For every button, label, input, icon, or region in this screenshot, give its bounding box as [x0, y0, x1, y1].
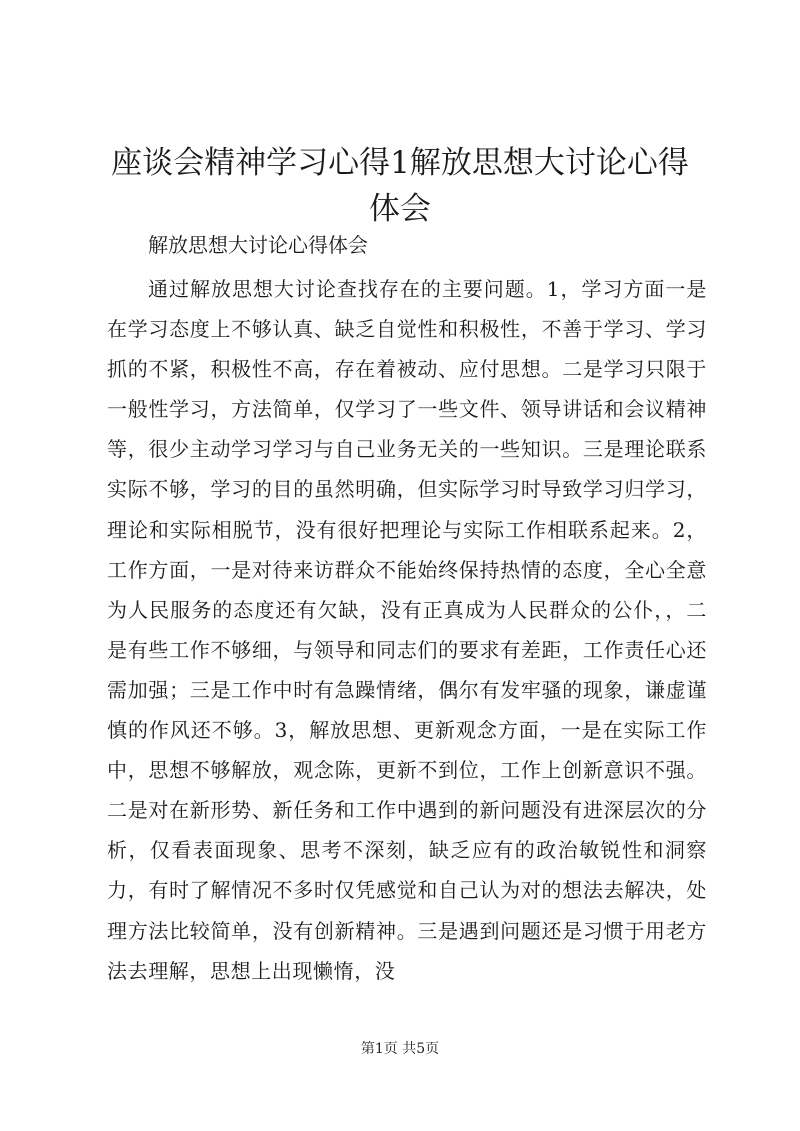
document-title: 座谈会精神学习心得1解放思想大讨论心得体会: [111, 145, 689, 227]
document-subtitle: 解放思想大讨论心得体会: [148, 233, 368, 257]
document-body: 通过解放思想大讨论查找存在的主要问题。1，学习方面一是在学习态度上不够认真、缺乏自觉性和积极性，不善于学习、学习抓的不紧，积极性不高，存在着被动、应付思想。二是学习只限于一般性学习，方法简单，仅学习了一些文件、领导讲话和会议精神等，很少主动学习学习与自己业务无关的一些知识。三是理论联系实际不够，学习的目的虽然明确，但实际学习时导致学习归学习，理论和实际相脱节，没有很好把理论与实际工作相联系起来。2，工作方面，一是对待来访群众不能始终保持热情的态度，全心全意为人民服务的态度还有欠缺，没有正真成为人民群众的公仆，，二是有些工作不够细，与领导和同志们的要求有差距，工作责任心还需加强；三是工作中时有急躁情绪，偶尔有发牢骚的现象，谦虚谨慎的作风还不够。3，解放思想、更新观念方面，一是在实际工作中，思想不够解放，观念陈，更新不到位，工作上创新意识不强。二是对在新形势、新任务和工作中遇到的新问题没有进深层次的分析，仅看表面现象、思考不深刻，缺乏应有的政治敏锐性和洞察力，有时了解情况不多时仅凭感觉和自己认为对的想法去解决，处理方法比较简单，没有创新精神。三是遇到问题还是习惯于用老方法去理解，思想上出现懒惰，没: [107, 277, 707, 983]
page-footer: 第1页 共5页: [360, 1041, 440, 1057]
